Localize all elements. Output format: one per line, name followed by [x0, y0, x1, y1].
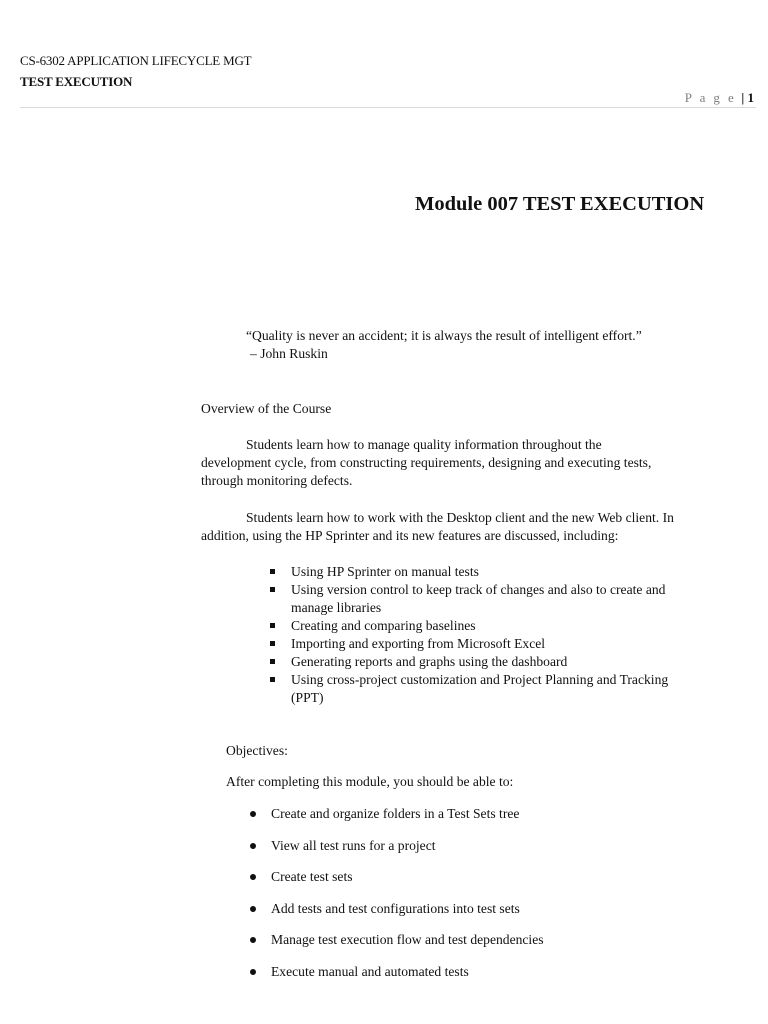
header-course-code: CS-6302 APPLICATION LIFECYCLE MGT — [20, 53, 252, 68]
list-item: Add tests and test configurations into test sets — [248, 900, 544, 932]
list-item: Execute manual and automated tests — [248, 963, 544, 995]
list-item: Using HP Sprinter on manual tests — [268, 563, 668, 581]
list-item: Using cross-project customization and Project Planning and Tracking (PPT) — [268, 671, 668, 707]
list-item: Manage test execution flow and test dependencies — [248, 931, 544, 963]
paragraph-line: Students learn how to work with the Desktop client and the new Web client. In — [246, 510, 674, 525]
header-divider — [20, 107, 756, 108]
paragraph-line: addition, using the HP Sprinter and its new features are discussed, including: — [201, 528, 619, 543]
module-title: Module 007 TEST EXECUTION — [415, 193, 705, 215]
page-separator: | — [741, 90, 745, 105]
page-label: P a g e — [684, 90, 737, 105]
quote-text: “Quality is never an accident; it is always the result of intelligent effort.” — [246, 328, 642, 343]
objectives-intro: After completing this module, you should be able to: — [226, 774, 514, 789]
overview-paragraph-2 — [201, 509, 674, 545]
list-item: Create test sets — [248, 868, 544, 900]
header-title: TEST EXECUTION — [20, 74, 133, 89]
overview-paragraph-1 — [201, 436, 651, 490]
paragraph-line: through monitoring defects. — [201, 473, 353, 488]
list-item: Creating and comparing baselines — [268, 617, 668, 635]
list-item: Importing and exporting from Microsoft Excel — [268, 635, 668, 653]
objectives-heading: Objectives: — [226, 743, 288, 758]
paragraph-line: Students learn how to manage quality information throughout the — [246, 437, 602, 452]
list-item: View all test runs for a project — [248, 837, 544, 869]
list-item: Generating reports and graphs using the dashboard — [268, 653, 668, 671]
features-list — [268, 563, 668, 707]
quote-author: – John Ruskin — [250, 346, 328, 361]
list-item: Using version control to keep track of changes and also to create and manage libraries — [268, 581, 668, 617]
overview-heading: Overview of the Course — [201, 401, 332, 416]
objectives-list — [248, 805, 544, 994]
paragraph-line: development cycle, from constructing requirements, designing and executing tests, — [201, 455, 652, 470]
page-number-label — [685, 90, 754, 106]
list-item: Create and organize folders in a Test Sets tree — [248, 805, 544, 837]
page-number: 1 — [747, 90, 754, 105]
